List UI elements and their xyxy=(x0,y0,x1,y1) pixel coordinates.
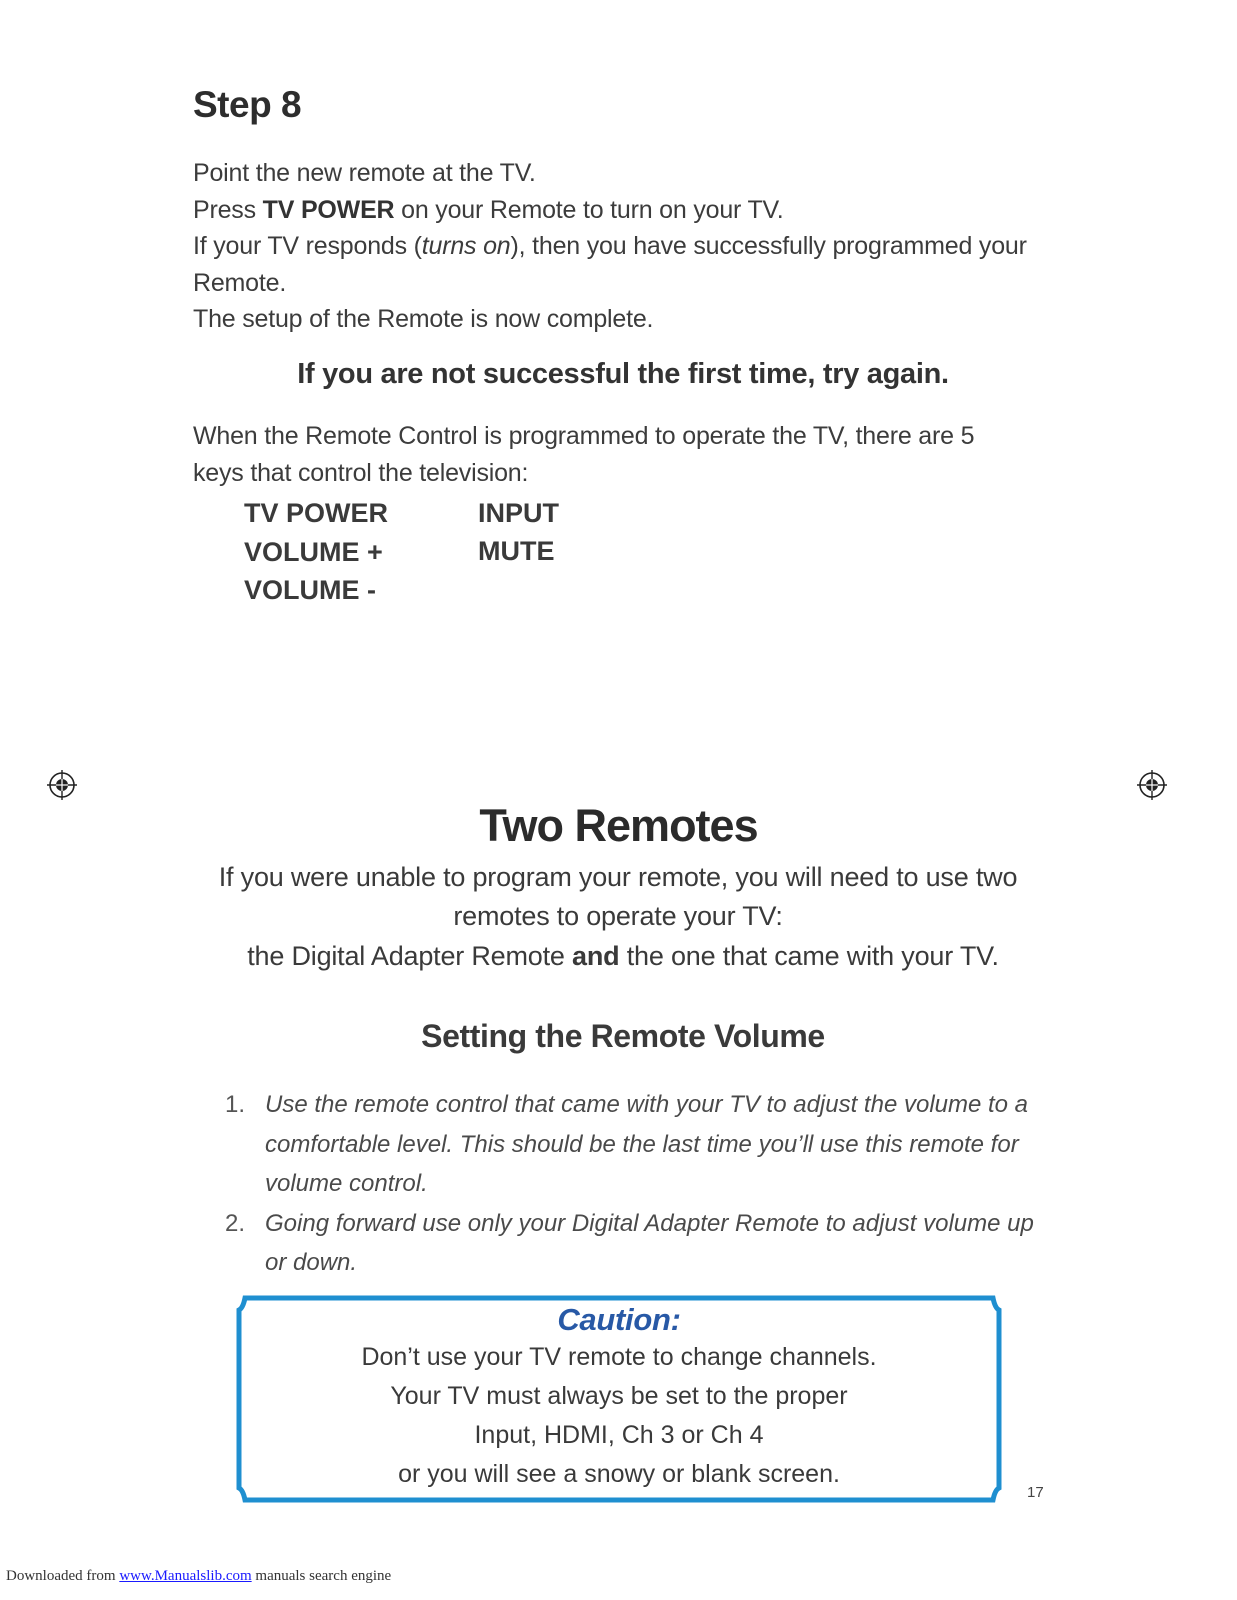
instruction-line-4: The setup of the Remote is now complete. xyxy=(193,305,654,333)
tv-power-label: TV POWER xyxy=(262,195,395,224)
key-input: INPUT xyxy=(478,498,559,528)
step-title: Step 8 xyxy=(193,84,302,125)
instruction-text: Press xyxy=(193,195,263,224)
instruction-italic: turns on xyxy=(421,232,511,260)
manualslib-link[interactable]: www.Manualslib.com xyxy=(119,1568,252,1584)
list-number: 2. xyxy=(225,1209,246,1237)
key-volume-up: VOLUME + xyxy=(244,537,383,567)
volume-steps-list xyxy=(225,1085,1045,1283)
caution-line: Don’t use your TV remote to change channels. xyxy=(361,1343,877,1371)
section-title: Two Remotes xyxy=(479,800,758,851)
key-volume-down: VOLUME - xyxy=(244,575,376,605)
two-remotes-text: the Digital Adapter Remote xyxy=(247,941,573,971)
two-remotes-line-2 xyxy=(193,937,1053,976)
key-tv-power: TV POWER xyxy=(244,498,389,528)
instruction-line-2 xyxy=(193,192,1053,229)
step-instructions xyxy=(193,155,1053,338)
instruction-text: If your TV responds ( xyxy=(193,232,422,260)
registration-mark-icon xyxy=(47,770,77,800)
caution-line: Input, HDMI, Ch 3 or Ch 4 xyxy=(474,1421,764,1449)
footer xyxy=(6,1568,391,1585)
instruction-line-1: Point the new remote at the TV. xyxy=(193,159,536,187)
two-remotes-text: the one that came with your TV. xyxy=(619,941,999,971)
subsection-title: Setting the Remote Volume xyxy=(421,1018,825,1054)
instruction-text: on your Remote to turn on your TV. xyxy=(394,195,784,224)
list-item xyxy=(225,1085,1045,1204)
footer-text: Downloaded from xyxy=(6,1568,120,1584)
two-remotes-text: If you were unable to program your remote, you will need to use two remotes to operate your TV: xyxy=(218,862,1018,931)
page-number: 17 xyxy=(1027,1484,1044,1501)
caution-content xyxy=(235,1294,1003,1494)
caution-box xyxy=(235,1294,1003,1504)
and-bold: and xyxy=(572,941,620,971)
retry-note: If you are not successful the first time, try again. xyxy=(297,358,949,390)
caution-title: Caution: xyxy=(557,1302,681,1337)
list-text: Going forward use only your Digital Adapter Remote to adjust volume up or down. xyxy=(265,1209,1034,1276)
instruction-text: ), then you have successfully programmed your Remote. xyxy=(193,232,1027,297)
footer-text: manuals search engine xyxy=(251,1568,392,1584)
caution-line: Your TV must always be set to the proper xyxy=(390,1382,848,1410)
caution-line: or you will see a snowy or blank screen. xyxy=(398,1460,840,1488)
registration-mark-icon xyxy=(1137,770,1167,800)
list-number: 1. xyxy=(225,1091,246,1118)
list-text: Use the remote control that came with your TV to adjust the volume to a comfortable level. This should be the last time you’ll use this remote for volume control. xyxy=(265,1091,1029,1197)
keys-intro: When the Remote Control is programmed to operate the TV, there are 5 keys that control the television: xyxy=(193,422,975,487)
key-mute: MUTE xyxy=(478,536,555,566)
instruction-line-3 xyxy=(193,228,1053,301)
list-item xyxy=(225,1204,1045,1283)
